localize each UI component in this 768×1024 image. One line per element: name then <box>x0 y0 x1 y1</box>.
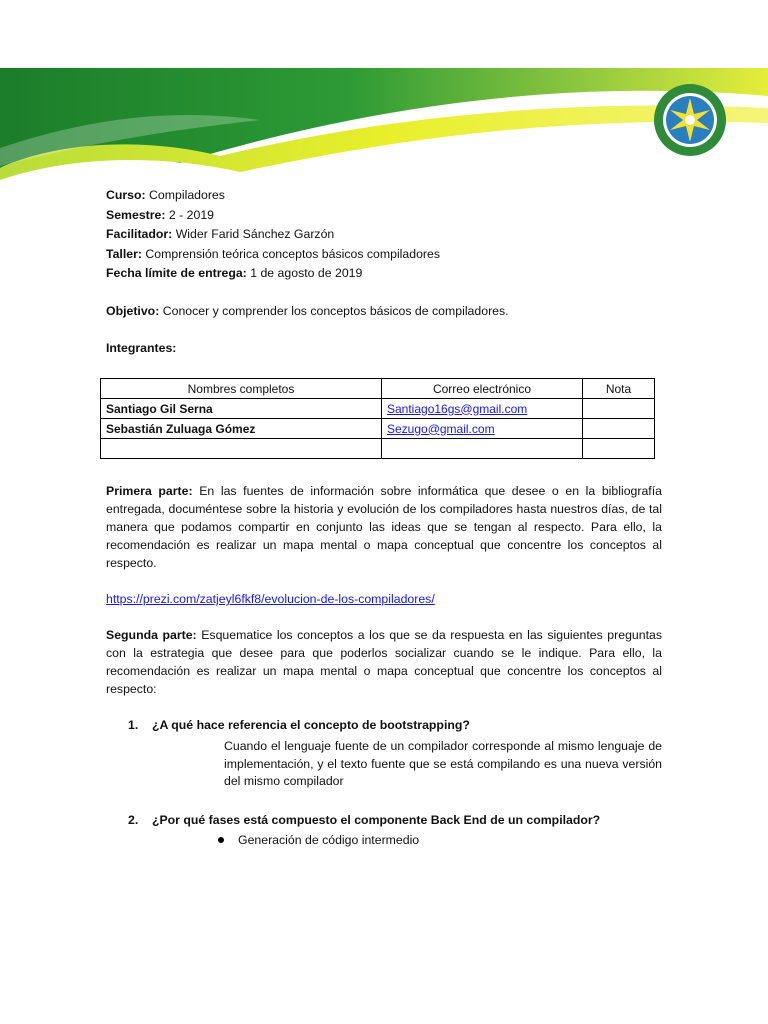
meta-fecha: Fecha límite de entrega: 1 de agosto de 2019 <box>106 266 363 280</box>
primera-parte: Primera parte: En las fuentes de información sobre informática que desee o en la bibliografía entregada, documéntese sobre la historia y evolución de los compiladores hasta nuestros días, de tal manera que podamos compartir en conjunto las ideas que se tengan al respecto. Para ello, la recomendación es realizar un mapa mental o mapa conceptual que concentre los conceptos al respecto. <box>106 484 662 570</box>
university-seal <box>640 80 740 160</box>
member-nota <box>583 419 655 439</box>
table-header-row <box>101 379 655 399</box>
member-nota <box>583 399 655 419</box>
email-link[interactable]: Santiago16gs@gmail.com <box>387 401 528 416</box>
member-email <box>382 399 583 419</box>
table-row <box>101 419 655 439</box>
integrantes-label: Integrantes: <box>106 341 177 355</box>
prezi-link[interactable]: https://prezi.com/zatjeyl6fkf8/evolucion-de-los-compiladores/ <box>106 592 435 606</box>
header-nota: Nota <box>583 379 655 399</box>
members-table <box>100 378 655 459</box>
member-name <box>101 439 382 459</box>
header-correo: Correo electrónico <box>382 379 583 399</box>
member-email <box>382 439 583 459</box>
member-name: Sebastián Zuluaga Gómez <box>101 419 382 439</box>
bullet-icon <box>218 837 224 843</box>
question-2: 2. ¿Por qué fases está compuesto el componente Back End de un compilador? <box>128 813 601 827</box>
email-link[interactable]: Sezugo@gmail.com <box>387 421 495 436</box>
member-email <box>382 419 583 439</box>
answer-1: Cuando el lenguaje fuente de un compilador corresponde al mismo lenguaje de implementación, y el texto fuente que se está compilando es una nueva versión del mismo compilador <box>224 739 662 788</box>
table-row <box>101 399 655 419</box>
header-nombres: Nombres completos <box>101 379 382 399</box>
meta-curso: Curso: Compiladores <box>106 188 225 202</box>
meta-taller: Taller: Comprensión teórica conceptos básicos compiladores <box>106 246 441 261</box>
member-nota <box>583 439 655 459</box>
document-meta <box>106 186 662 359</box>
objetivo: Objetivo: Conocer y comprender los conceptos básicos de compiladores. <box>106 303 509 318</box>
table-row <box>101 439 655 459</box>
meta-facilitador: Facilitador: Wider Farid Sánchez Garzón <box>106 227 335 241</box>
meta-semestre: Semestre: 2 - 2019 <box>106 207 215 222</box>
bullet-item: Generación de código intermedio <box>218 831 419 849</box>
member-name: Santiago Gil Serna <box>101 399 382 419</box>
question-1: 1. ¿A qué hace referencia el concepto de bootstrapping? <box>128 718 470 732</box>
prezi-link-line <box>106 590 662 608</box>
segunda-parte: Segunda parte: Esquematice los conceptos a los que se da respuesta en las siguientes preguntas con la estrategia que desee para que poderlos socializar cuando se le indique. Para ello, la recomendación es realizar un mapa mental o mapa conceptual que concentre los conceptos al respecto: <box>106 628 662 696</box>
